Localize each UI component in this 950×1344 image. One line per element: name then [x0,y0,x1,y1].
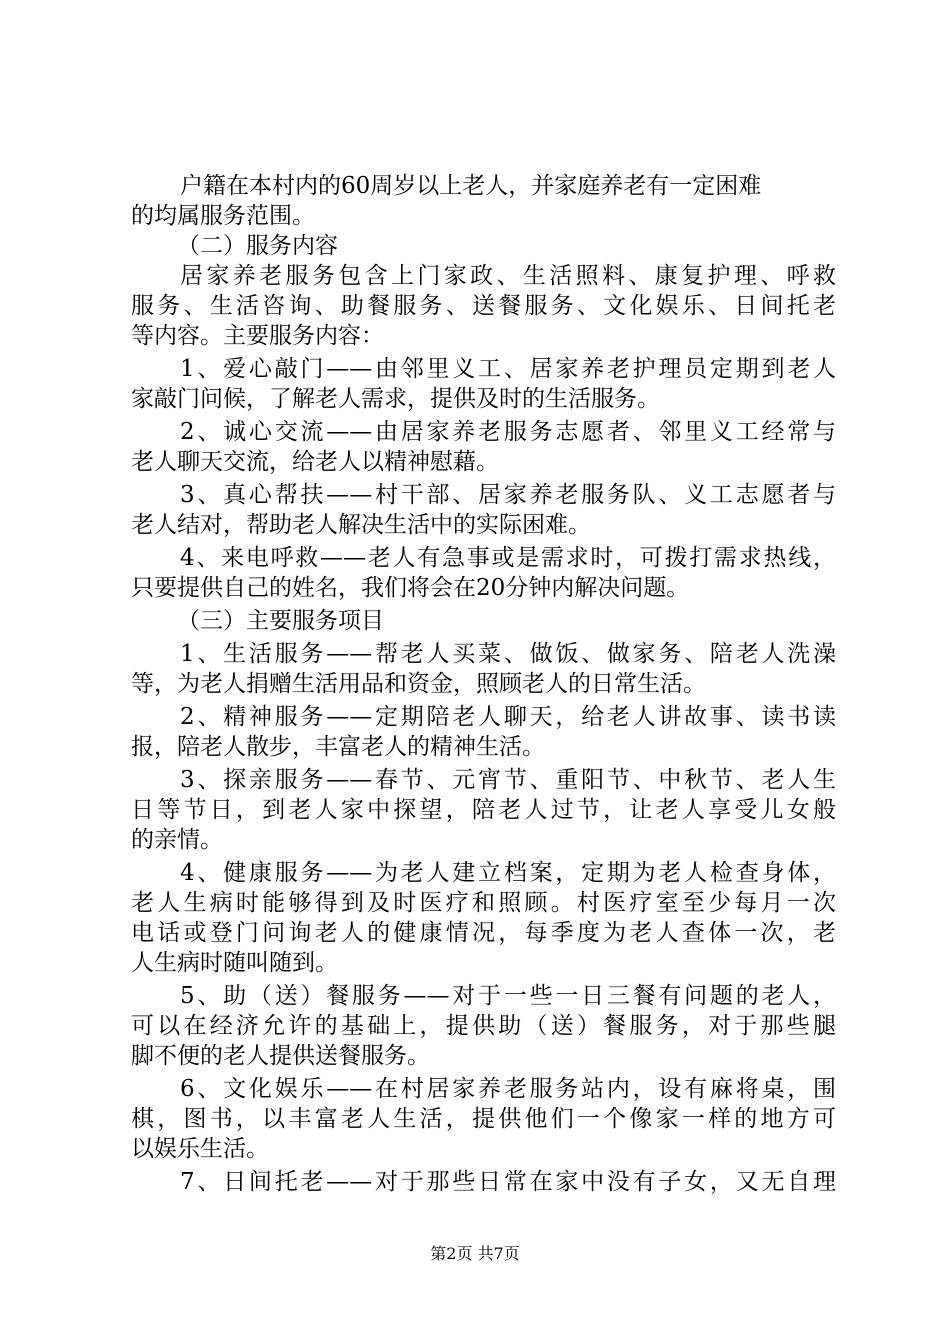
list-item-line: 电话或登门问询老人的健康情况，每季度为老人查体一次，老 [131,920,836,946]
list-item-line: 棋，图书，以丰富老人生活，提供他们一个像家一样的地方可 [131,1106,836,1132]
paragraph-line: 居家养老服务包含上门家政、生活照料、康复护理、呼救 [180,263,836,289]
list-item-line: 1、爱心敲门——由邻里义工、居家养老护理员定期到老人 [180,356,836,382]
list-item-line: 家敲门问候，了解老人需求，提供及时的生活服务。 [131,386,660,412]
section-heading: （二）服务内容 [177,233,338,259]
paragraph-line: 的均属服务范围。 [131,203,315,229]
list-item-line: 报，陪老人散步，丰富老人的精神生活。 [131,734,545,760]
list-item-line: 等，为老人捐赠生活用品和资金，照顾老人的日常生活。 [131,671,706,697]
list-item-line: 脚不便的老人提供送餐服务。 [131,1043,430,1069]
list-item-line: 的亲情。 [131,827,223,853]
document-body [131,171,836,1197]
list-item-line: 只要提供自己的姓名，我们将会在20分钟内解决问题。 [131,575,690,601]
list-item-line: 4、健康服务——为老人建立档案，定期为老人检查身体， [180,860,836,886]
list-item-line: 老人结对，帮助老人解决生活中的实际困难。 [131,512,591,538]
list-item-line: 5、助（送）餐服务——对于一些一日三餐有问题的老人， [180,983,836,1009]
list-item-line: 7、日间托老——对于那些日常在家中没有子女，又无自理 [180,1169,836,1195]
list-item-line: 可以在经济允许的基础上，提供助（送）餐服务，对于那些腿 [131,1013,836,1039]
list-item-line: 3、真心帮扶——村干部、居家养老服务队、义工志愿者与 [180,482,836,508]
list-item-line: 2、诚心交流——由居家养老服务志愿者、邻里义工经常与 [180,419,836,445]
paragraph-line: 等内容。主要服务内容： [131,323,384,349]
section-heading: （三）主要服务项目 [177,608,384,634]
list-item-line: 6、文化娱乐——在村居家养老服务站内，设有麻将桌，围 [180,1076,836,1102]
list-item-line: 老人聊天交流，给老人以精神慰藉。 [131,449,499,475]
list-item-line: 2、精神服务——定期陪老人聊天，给老人讲故事、读书读 [180,704,836,730]
list-item-line: 3、探亲服务——春节、元宵节、重阳节、中秋节、老人生 [180,767,836,793]
list-item-line: 老人生病时能够得到及时医疗和照顾。村医疗室至少每月一次 [131,890,836,916]
list-item-line: 4、来电呼救——老人有急事或是需求时，可拨打需求热线， [180,545,836,571]
paragraph-line: 服务、生活咨询、助餐服务、送餐服务、文化娱乐、日间托老 [131,293,836,319]
page-number-footer: 第2页 共7页 [430,1244,520,1263]
paragraph-line: 户籍在本村内的60周岁以上老人，并家庭养老有一定困难 [180,173,762,199]
list-item-line: 1、生活服务——帮老人买菜、做饭、做家务、陪老人洗澡 [180,641,836,667]
list-item-line: 以娱乐生活。 [131,1136,269,1162]
list-item-line: 日等节日，到老人家中探望，陪老人过节，让老人享受儿女般 [131,797,836,823]
list-item-line: 人生病时随叫随到。 [131,950,338,976]
